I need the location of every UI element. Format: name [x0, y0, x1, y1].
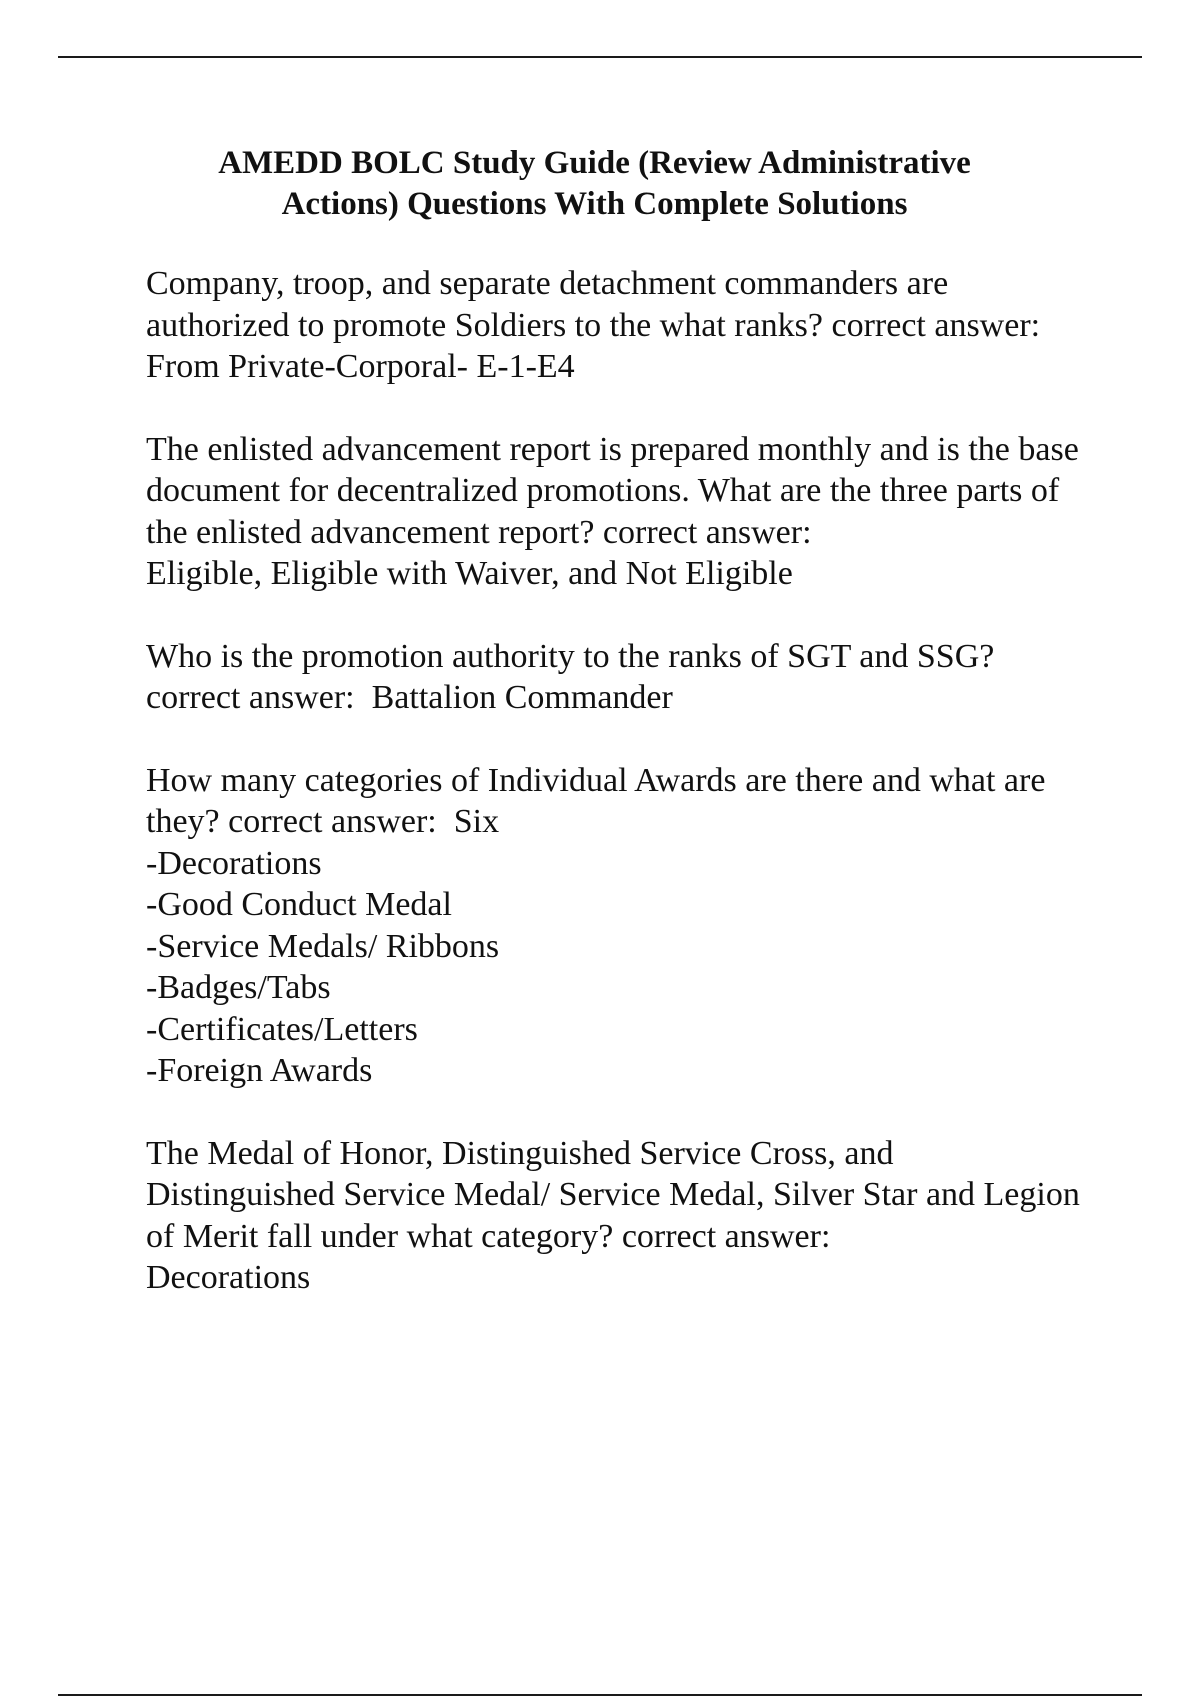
question-text: The Medal of Honor, Distinguished Service Cross, and Distinguished Service Medal/ Service Medal, Silver Star and Legion of Merit fall under what category? [146, 1134, 1080, 1255]
answer-prefix: correct answer: [621, 1217, 831, 1255]
award-category-item: -Good Conduct Medal [146, 886, 452, 923]
answer-text: Eligible, Eligible with Waiver, and Not Eligible [146, 555, 793, 592]
question-text: The enlisted advancement report is prepared monthly and is the base document for decentralized promotions. What are the three parts of the enlisted advancement report? [146, 430, 1079, 551]
answer-prefix: correct answer: [831, 306, 1041, 344]
qa-item-5 [146, 1133, 1081, 1299]
answer-text: Battalion Commander [371, 679, 673, 716]
award-category-item: -Foreign Awards [146, 1052, 373, 1089]
answer-text: Decorations [146, 1259, 311, 1296]
qa-item-4 [146, 760, 1081, 1092]
title-line-2: Actions) Questions With Complete Solutions [281, 186, 908, 222]
answer-text: Six [453, 803, 500, 840]
question-text: How many categories of Individual Awards are there and what are they? [146, 761, 1046, 840]
qa-item-3 [146, 636, 1081, 719]
answer-prefix: correct answer: [146, 679, 355, 716]
award-category-item: -Badges/Tabs [146, 969, 331, 1006]
document-title [146, 143, 1081, 225]
award-category-item: -Decorations [146, 844, 322, 882]
bottom-divider [58, 1694, 1142, 1696]
qa-item-1 [146, 263, 1081, 388]
title-line-1: AMEDD BOLC Study Guide (Review Administrative [218, 145, 971, 181]
question-text: Company, troop, and separate detachment commanders are authorized to promote Soldiers to the what ranks? [146, 265, 949, 344]
answer-prefix: correct answer: [228, 803, 437, 840]
question-text: Who is the promotion authority to the ranks of SGT and SSG? [146, 637, 995, 675]
qa-item-2 [146, 429, 1081, 595]
award-category-item: -Certificates/Letters [146, 1010, 418, 1048]
document-page [146, 143, 1081, 1340]
answer-prefix: correct answer: [602, 513, 812, 551]
top-divider [58, 56, 1142, 58]
answer-text: From Private-Corporal- E-1-E4 [146, 348, 575, 385]
award-category-item: -Service Medals/ Ribbons [146, 927, 500, 965]
